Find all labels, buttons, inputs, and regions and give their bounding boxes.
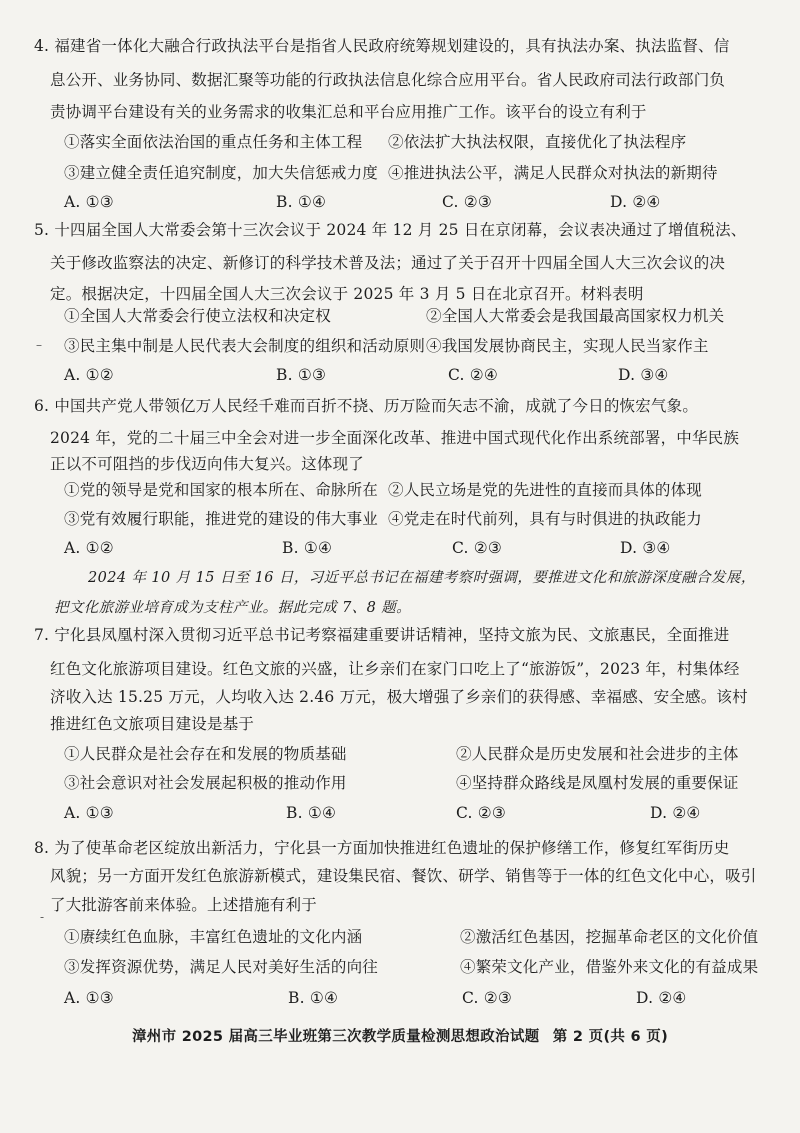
- question-stem-line: 7. 宁化县凤凰村深入贯彻习近平总书记考察福建重要讲话精神，坚持文旅为民、文旅惠民，全面推进: [34, 626, 730, 644]
- option-3: ③社会意识对社会发展起积极的推动作用: [64, 774, 347, 792]
- scan-mark-icon: -: [40, 910, 45, 924]
- choice-c: C. ②③: [456, 804, 506, 822]
- choice-d: D. ③④: [620, 539, 671, 557]
- question-stem-line: 推进红色文旅项目建设是基于: [50, 715, 255, 733]
- option-1: ①人民群众是社会存在和发展的物质基础: [64, 745, 347, 763]
- option-2: ②激活红色基因，挖掘革命老区的文化价值: [460, 928, 759, 946]
- choice-a: A. ①②: [64, 366, 114, 384]
- passage-line: 2024 年 10 月 15 日至 16 日，习近平总书记在福建考察时强调，要推进文化和旅游深度融合发展，: [88, 570, 756, 586]
- option-4: ④我国发展协商民主，实现人民当家作主: [426, 337, 709, 355]
- option-1: ①落实全面依法治国的重点任务和主体工程: [64, 133, 363, 151]
- option-4: ④党走在时代前列，具有与时俱进的执政能力: [388, 510, 703, 528]
- option-1: ①党的领导是党和国家的根本所在、命脉所在: [64, 481, 379, 499]
- question-stem-line: 正以不可阻挡的步伐迈向伟大复兴。这体现了: [50, 455, 365, 473]
- question-stem-line: 5. 十四届全国人大常委会第十三次会议于 2024 年 12 月 25 日在京闭幕，会议表决通过了增值税法、: [34, 221, 747, 239]
- question-stem-line: 红色文化旅游项目建设。红色文旅的兴盛，让乡亲们在家门口吃上了“旅游饭”，2023 年，村集体经: [50, 660, 740, 678]
- question-stem-line: 关于修改监察法的决定、新修订的科学技术普及法；通过了关于召开十四届全国人大三次会议的决: [50, 254, 726, 272]
- choice-c: C. ②③: [452, 539, 502, 557]
- option-3: ③建立健全责任追究制度，加大失信惩戒力度: [64, 164, 379, 182]
- question-stem-line: 了大批游客前来体验。上述措施有利于: [50, 896, 317, 914]
- question-stem-line: 8. 为了使革命老区绽放出新活力，宁化县一方面加快推进红色遗址的保护修缮工作，修复红军街历史: [34, 839, 730, 857]
- choice-b: B. ①④: [288, 989, 339, 1007]
- option-1: ①赓续红色血脉，丰富红色遗址的文化内涵: [64, 928, 363, 946]
- choice-b: B. ①④: [276, 193, 327, 211]
- question-stem-line: 4. 福建省一体化大融合行政执法平台是指省人民政府统筹规划建设的，具有执法办案、执法监督、信: [34, 37, 730, 55]
- page-footer: [0, 1025, 800, 1046]
- choice-d: D. ②④: [636, 989, 687, 1007]
- question-stem-line: 风貌；另一方面开发红色旅游新模式，建设集民宿、餐饮、研学、销售等于一体的红色文化中心，吸引: [50, 867, 757, 885]
- choice-d: D. ②④: [610, 193, 661, 211]
- option-1: ①全国人大常委会行使立法权和决定权: [64, 307, 331, 325]
- choice-a: A. ①③: [64, 989, 114, 1007]
- choice-c: C. ②③: [462, 989, 512, 1007]
- choice-b: B. ①④: [286, 804, 337, 822]
- question-stem-line: 责协调平台建设有关的业务需求的收集汇总和平台应用推广工作。该平台的设立有利于: [50, 103, 647, 121]
- scan-mark-icon: –: [36, 338, 42, 352]
- choice-a: A. ①③: [64, 804, 114, 822]
- option-2: ②人民立场是党的先进性的直接而具体的体现: [388, 481, 703, 499]
- question-stem-line: 息公开、业务协同、数据汇聚等功能的行政执法信息化综合应用平台。省人民政府司法行政部门负: [50, 71, 726, 89]
- option-3: ③民主集中制是人民代表大会制度的组织和活动原则: [64, 337, 426, 355]
- question-stem-line: 定。根据决定，十四届全国人大三次会议于 2025 年 3 月 5 日在北京召开。材料表明: [50, 285, 644, 303]
- choice-d: D. ③④: [618, 366, 669, 384]
- option-4: ④繁荣文化产业，借鉴外来文化的有益成果: [460, 958, 759, 976]
- passage-line: 把文化旅游业培育成为支柱产业。据此完成 7、8 题。: [54, 600, 412, 616]
- choice-a: A. ①②: [64, 539, 114, 557]
- option-4: ④推进执法公平，满足人民群众对执法的新期待: [388, 164, 718, 182]
- page-number: 第 2 页(共 6 页): [552, 1029, 669, 1045]
- choice-d: D. ②④: [650, 804, 701, 822]
- exam-title: 漳州市 2025 届高三毕业班第三次教学质量检测思想政治试题: [131, 1029, 540, 1045]
- question-stem-line: 2024 年，党的二十届三中全会对进一步全面深化改革、推进中国式现代化作出系统部署，中华民族: [50, 429, 740, 447]
- choice-a: A. ①③: [64, 193, 114, 211]
- option-4: ④坚持群众路线是凤凰村发展的重要保证: [456, 774, 739, 792]
- question-stem-line: 济收入达 15.25 万元，人均收入达 2.46 万元，极大增强了乡亲们的获得感、幸福感、安全感。该村: [50, 688, 748, 706]
- question-stem-line: 6. 中国共产党人带领亿万人民经千难而百折不挠、历万险而矢志不渝，成就了今日的恢宏气象。: [34, 397, 699, 415]
- option-2: ②依法扩大执法权限，直接优化了执法程序: [388, 133, 687, 151]
- choice-c: C. ②③: [442, 193, 492, 211]
- choice-b: B. ①④: [282, 539, 333, 557]
- option-2: ②人民群众是历史发展和社会进步的主体: [456, 745, 739, 763]
- choice-b: B. ①③: [276, 366, 327, 384]
- choice-c: C. ②④: [448, 366, 498, 384]
- option-3: ③发挥资源优势，满足人民对美好生活的向往: [64, 958, 379, 976]
- option-3: ③党有效履行职能，推进党的建设的伟大事业: [64, 510, 379, 528]
- option-2: ②全国人大常委会是我国最高国家权力机关: [426, 307, 725, 325]
